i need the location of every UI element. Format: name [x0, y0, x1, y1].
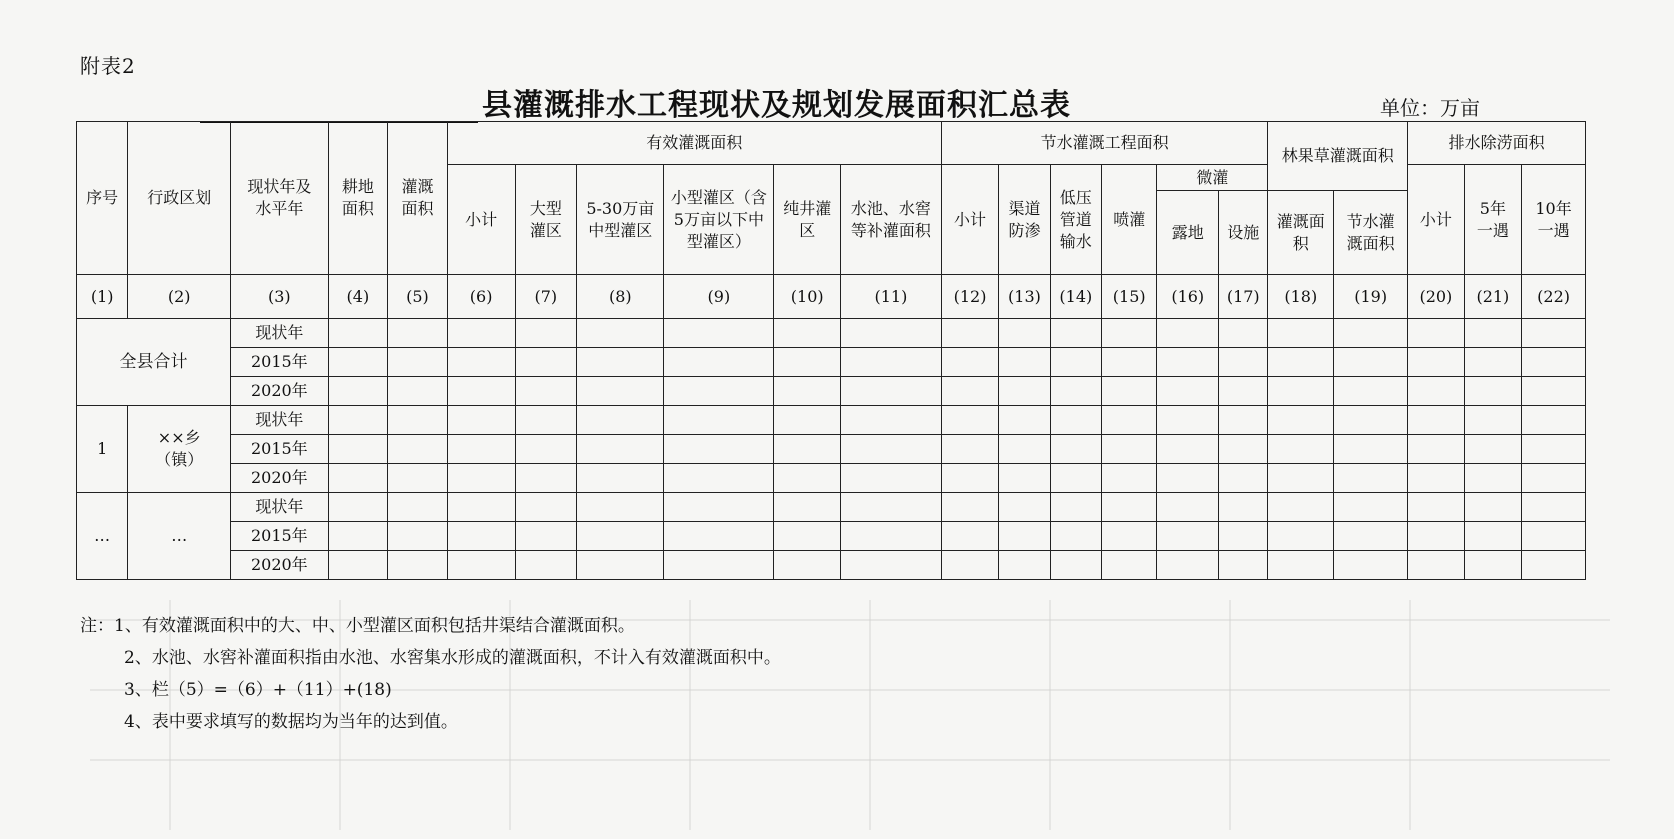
data-cell[interactable]	[447, 522, 515, 551]
data-cell[interactable]	[1334, 435, 1408, 464]
data-cell[interactable]	[1268, 435, 1334, 464]
data-cell[interactable]	[841, 493, 942, 522]
data-cell[interactable]	[774, 522, 841, 551]
data-cell[interactable]	[577, 435, 664, 464]
data-cell[interactable]	[1334, 377, 1408, 406]
header-row-1	[77, 122, 1586, 165]
data-cell[interactable]	[328, 319, 388, 348]
data-cell[interactable]	[577, 464, 664, 493]
column-number-cell: (15)	[1101, 275, 1156, 319]
summary-table	[76, 121, 1586, 580]
data-cell[interactable]	[1334, 406, 1408, 435]
data-cell[interactable]	[664, 493, 774, 522]
data-cell[interactable]	[1268, 319, 1334, 348]
data-cell[interactable]	[388, 493, 448, 522]
data-cell[interactable]	[999, 551, 1050, 580]
data-cell[interactable]	[1464, 522, 1522, 551]
data-cell[interactable]	[941, 406, 999, 435]
data-cell[interactable]	[1101, 435, 1156, 464]
data-cell[interactable]	[1050, 551, 1101, 580]
data-cell[interactable]	[841, 464, 942, 493]
data-cell[interactable]	[328, 435, 388, 464]
data-cell[interactable]	[1464, 348, 1522, 377]
data-cell[interactable]	[1050, 377, 1101, 406]
data-cell[interactable]	[1050, 435, 1101, 464]
header-five-year: 5年一遇	[1464, 165, 1522, 275]
page-title: 县灌溉排水工程现状及规划发展面积汇总表	[482, 88, 1071, 123]
data-cell[interactable]	[774, 435, 841, 464]
table-row	[77, 377, 1586, 406]
data-cell[interactable]	[515, 551, 577, 580]
data-cell[interactable]	[999, 464, 1050, 493]
data-cell[interactable]	[1334, 493, 1408, 522]
row-year: 2020年	[231, 377, 329, 406]
data-cell[interactable]	[515, 464, 577, 493]
data-cell[interactable]	[999, 319, 1050, 348]
data-cell[interactable]	[1408, 522, 1464, 551]
data-cell[interactable]	[1157, 435, 1219, 464]
header-region: 行政区划	[128, 122, 231, 275]
data-cell[interactable]	[774, 464, 841, 493]
data-cell[interactable]	[515, 406, 577, 435]
data-cell[interactable]	[841, 522, 942, 551]
data-cell[interactable]	[515, 522, 577, 551]
data-cell[interactable]	[999, 522, 1050, 551]
data-cell[interactable]	[1408, 551, 1464, 580]
data-cell[interactable]	[515, 348, 577, 377]
data-cell[interactable]	[1157, 406, 1219, 435]
data-cell[interactable]	[388, 551, 448, 580]
column-number-cell: (1)	[77, 275, 128, 319]
header-ten-year: 10年一遇	[1522, 165, 1586, 275]
data-cell[interactable]	[1050, 464, 1101, 493]
data-cell[interactable]	[664, 406, 774, 435]
header-seq: 序号	[77, 122, 128, 275]
data-cell[interactable]	[1408, 464, 1464, 493]
data-cell[interactable]	[999, 377, 1050, 406]
row-year: 现状年	[231, 493, 329, 522]
data-cell[interactable]	[1334, 319, 1408, 348]
data-cell[interactable]	[1101, 377, 1156, 406]
header-watersaving-group: 节水灌溉工程面积	[941, 122, 1268, 165]
data-cell[interactable]	[1522, 348, 1586, 377]
unit-label: 单位：万亩	[1380, 96, 1480, 120]
row-year: 现状年	[231, 406, 329, 435]
data-cell[interactable]	[515, 493, 577, 522]
data-cell[interactable]	[1268, 377, 1334, 406]
data-cell[interactable]	[664, 464, 774, 493]
data-cell[interactable]	[841, 377, 942, 406]
column-number-cell: (3)	[231, 275, 329, 319]
data-cell[interactable]	[1219, 493, 1268, 522]
note-line: 4、表中要求填写的数据均为当年的达到值。	[124, 712, 458, 732]
data-cell[interactable]	[1334, 348, 1408, 377]
data-cell[interactable]	[1522, 435, 1586, 464]
data-cell[interactable]	[447, 464, 515, 493]
data-cell[interactable]	[1101, 464, 1156, 493]
row-region-total: 全县合计	[77, 319, 231, 406]
data-cell[interactable]	[328, 493, 388, 522]
data-cell[interactable]	[1408, 348, 1464, 377]
column-number-cell: (6)	[447, 275, 515, 319]
data-cell[interactable]	[577, 406, 664, 435]
column-number-cell: (9)	[664, 275, 774, 319]
data-cell[interactable]	[664, 348, 774, 377]
data-cell[interactable]	[1522, 319, 1586, 348]
data-cell[interactable]	[841, 348, 942, 377]
data-cell[interactable]	[774, 551, 841, 580]
data-cell[interactable]	[1334, 522, 1408, 551]
data-cell[interactable]	[328, 551, 388, 580]
data-cell[interactable]	[577, 377, 664, 406]
row-year: 2020年	[231, 551, 329, 580]
data-cell[interactable]	[1219, 551, 1268, 580]
data-cell[interactable]	[1408, 493, 1464, 522]
data-cell[interactable]	[1101, 319, 1156, 348]
data-cell[interactable]	[577, 319, 664, 348]
data-cell[interactable]	[1268, 551, 1334, 580]
data-cell[interactable]	[1101, 522, 1156, 551]
column-number-cell: (4)	[328, 275, 388, 319]
data-cell[interactable]	[1464, 493, 1522, 522]
column-number-cell: (2)	[128, 275, 231, 319]
note-line: 注：1、有效灌溉面积中的大、中、小型灌区面积包括井渠结合灌溉面积。	[80, 616, 635, 636]
data-cell[interactable]	[1050, 522, 1101, 551]
data-cell[interactable]	[1522, 406, 1586, 435]
table-row	[77, 406, 1586, 435]
data-cell[interactable]	[1101, 551, 1156, 580]
data-cell[interactable]	[841, 435, 942, 464]
header-facility: 设施	[1219, 191, 1268, 275]
data-cell[interactable]	[941, 435, 999, 464]
data-cell[interactable]	[577, 522, 664, 551]
column-number-cell: (14)	[1050, 275, 1101, 319]
data-cell[interactable]	[388, 435, 448, 464]
data-cell[interactable]	[515, 319, 577, 348]
data-cell[interactable]	[1464, 435, 1522, 464]
header-ws-subtotal: 小计	[941, 165, 999, 275]
data-cell[interactable]	[388, 377, 448, 406]
data-cell[interactable]	[1464, 406, 1522, 435]
row-year: 2015年	[231, 435, 329, 464]
header-well: 纯井灌区	[774, 165, 841, 275]
data-cell[interactable]	[1157, 551, 1219, 580]
data-cell[interactable]	[664, 319, 774, 348]
data-cell[interactable]	[841, 551, 942, 580]
column-number-cell: (13)	[999, 275, 1050, 319]
column-number-cell: (16)	[1157, 275, 1219, 319]
table-row	[77, 464, 1586, 493]
data-cell[interactable]	[841, 406, 942, 435]
data-cell[interactable]	[1050, 406, 1101, 435]
table-row	[77, 522, 1586, 551]
data-cell[interactable]	[664, 377, 774, 406]
column-number-cell: (17)	[1219, 275, 1268, 319]
header-canal: 渠道防渗	[999, 165, 1050, 275]
header-spray: 喷灌	[1101, 165, 1156, 275]
data-cell[interactable]	[941, 348, 999, 377]
row-year: 2020年	[231, 464, 329, 493]
header-forest-irr: 灌溉面积	[1268, 191, 1334, 275]
column-number-cell: (21)	[1464, 275, 1522, 319]
data-cell[interactable]	[1522, 493, 1586, 522]
data-cell[interactable]	[328, 377, 388, 406]
header-year: 现状年及水平年	[231, 122, 329, 275]
note-line: 2、水池、水窖补灌面积指由水池、水窖集水形成的灌溉面积，不计入有效灌溉面积中。	[124, 648, 781, 668]
data-cell[interactable]	[447, 377, 515, 406]
data-cell[interactable]	[328, 464, 388, 493]
data-cell[interactable]	[774, 493, 841, 522]
data-cell[interactable]	[841, 319, 942, 348]
data-cell[interactable]	[1219, 377, 1268, 406]
header-large: 大型灌区	[515, 165, 577, 275]
notes	[80, 610, 781, 738]
data-cell[interactable]	[1464, 551, 1522, 580]
row-seq: …	[77, 493, 128, 580]
data-cell[interactable]	[1050, 348, 1101, 377]
data-cell[interactable]	[774, 348, 841, 377]
header-drain-group: 排水除涝面积	[1408, 122, 1586, 165]
data-cell[interactable]	[328, 406, 388, 435]
data-cell[interactable]	[1219, 464, 1268, 493]
data-cell[interactable]	[1268, 406, 1334, 435]
data-cell[interactable]	[999, 406, 1050, 435]
data-cell[interactable]	[1522, 551, 1586, 580]
note-line: 3、栏（5）=（6）+（11）+(18)	[124, 680, 392, 700]
column-number-cell: (8)	[577, 275, 664, 319]
header-forest-group: 林果草灌溉面积	[1268, 122, 1408, 191]
data-cell[interactable]	[941, 464, 999, 493]
table-row	[77, 551, 1586, 580]
data-cell[interactable]	[664, 522, 774, 551]
data-cell[interactable]	[1157, 464, 1219, 493]
header-farmland: 耕地面积	[328, 122, 388, 275]
data-cell[interactable]	[1408, 406, 1464, 435]
column-number-row	[77, 275, 1586, 319]
row-seq: 1	[77, 406, 128, 493]
column-number-cell: (19)	[1334, 275, 1408, 319]
header-small: 小型灌区（含5万亩以下中型灌区）	[664, 165, 774, 275]
data-cell[interactable]	[515, 435, 577, 464]
data-cell[interactable]	[1157, 493, 1219, 522]
data-cell[interactable]	[328, 522, 388, 551]
data-cell[interactable]	[1219, 319, 1268, 348]
data-cell[interactable]	[577, 551, 664, 580]
data-cell[interactable]	[774, 406, 841, 435]
header-micro-group: 微灌	[1157, 165, 1268, 191]
data-cell[interactable]	[664, 435, 774, 464]
data-cell[interactable]	[577, 348, 664, 377]
data-cell[interactable]	[1157, 522, 1219, 551]
data-cell[interactable]	[1050, 493, 1101, 522]
data-cell[interactable]	[1157, 377, 1219, 406]
column-number-cell: (10)	[774, 275, 841, 319]
header-effective-group: 有效灌溉面积	[447, 122, 941, 165]
data-cell[interactable]	[1268, 464, 1334, 493]
data-cell[interactable]	[1268, 348, 1334, 377]
data-cell[interactable]	[328, 348, 388, 377]
data-cell[interactable]	[1219, 406, 1268, 435]
data-cell[interactable]	[388, 522, 448, 551]
data-cell[interactable]	[941, 319, 999, 348]
header-medium: 5-30万亩中型灌区	[577, 165, 664, 275]
data-cell[interactable]	[515, 377, 577, 406]
table-row	[77, 348, 1586, 377]
row-region: …	[128, 493, 231, 580]
data-cell[interactable]	[1522, 522, 1586, 551]
data-cell[interactable]	[1219, 522, 1268, 551]
data-cell[interactable]	[999, 348, 1050, 377]
table-row	[77, 435, 1586, 464]
data-cell[interactable]	[1464, 319, 1522, 348]
data-cell[interactable]	[1464, 377, 1522, 406]
data-cell[interactable]	[1101, 348, 1156, 377]
data-cell[interactable]	[999, 493, 1050, 522]
header-irrigation: 灌溉面积	[388, 122, 448, 275]
data-cell[interactable]	[1050, 319, 1101, 348]
data-cell[interactable]	[1157, 319, 1219, 348]
table-row	[77, 319, 1586, 348]
county-name-blank	[200, 92, 478, 123]
data-cell[interactable]	[447, 319, 515, 348]
header-drain-subtotal: 小计	[1408, 165, 1464, 275]
data-cell[interactable]	[1522, 464, 1586, 493]
header-pool: 水池、水窖等补灌面积	[841, 165, 942, 275]
header-forest-ws: 节水灌溉面积	[1334, 191, 1408, 275]
data-cell[interactable]	[447, 406, 515, 435]
data-cell[interactable]	[388, 319, 448, 348]
data-cell[interactable]	[1157, 348, 1219, 377]
data-cell[interactable]	[447, 348, 515, 377]
column-number-cell: (5)	[388, 275, 448, 319]
title-row	[200, 83, 1071, 123]
data-cell[interactable]	[447, 493, 515, 522]
data-cell[interactable]	[388, 464, 448, 493]
data-cell[interactable]	[447, 435, 515, 464]
data-cell[interactable]	[941, 522, 999, 551]
column-number-cell: (22)	[1522, 275, 1586, 319]
data-cell[interactable]	[1522, 377, 1586, 406]
row-year: 2015年	[231, 522, 329, 551]
data-cell[interactable]	[1219, 348, 1268, 377]
data-cell[interactable]	[664, 551, 774, 580]
data-cell[interactable]	[1408, 377, 1464, 406]
data-cell[interactable]	[447, 551, 515, 580]
column-number-cell: (20)	[1408, 275, 1464, 319]
data-cell[interactable]	[1101, 406, 1156, 435]
data-cell[interactable]	[1101, 493, 1156, 522]
data-cell[interactable]	[1464, 464, 1522, 493]
table-row	[77, 493, 1586, 522]
data-cell[interactable]	[774, 319, 841, 348]
row-year: 2015年	[231, 348, 329, 377]
header-subtotal: 小计	[447, 165, 515, 275]
data-body	[77, 319, 1586, 580]
data-cell[interactable]	[577, 493, 664, 522]
data-cell[interactable]	[999, 435, 1050, 464]
column-number-cell: (18)	[1268, 275, 1334, 319]
row-region: ××乡（镇）	[128, 406, 231, 493]
data-cell[interactable]	[941, 493, 999, 522]
header-pipe: 低压管道输水	[1050, 165, 1101, 275]
data-cell[interactable]	[1408, 435, 1464, 464]
data-cell[interactable]	[1268, 493, 1334, 522]
row-year: 现状年	[231, 319, 329, 348]
data-cell[interactable]	[388, 348, 448, 377]
header-open: 露地	[1157, 191, 1219, 275]
column-number-cell: (7)	[515, 275, 577, 319]
data-cell[interactable]	[1219, 435, 1268, 464]
data-cell[interactable]	[388, 406, 448, 435]
data-cell[interactable]	[774, 377, 841, 406]
data-cell[interactable]	[1334, 551, 1408, 580]
data-cell[interactable]	[1268, 522, 1334, 551]
column-number-cell: (12)	[941, 275, 999, 319]
attachment-label: 附表2	[80, 54, 136, 78]
data-cell[interactable]	[1408, 319, 1464, 348]
data-cell[interactable]	[941, 551, 999, 580]
column-number-cell: (11)	[841, 275, 942, 319]
data-cell[interactable]	[941, 377, 999, 406]
data-cell[interactable]	[1334, 464, 1408, 493]
